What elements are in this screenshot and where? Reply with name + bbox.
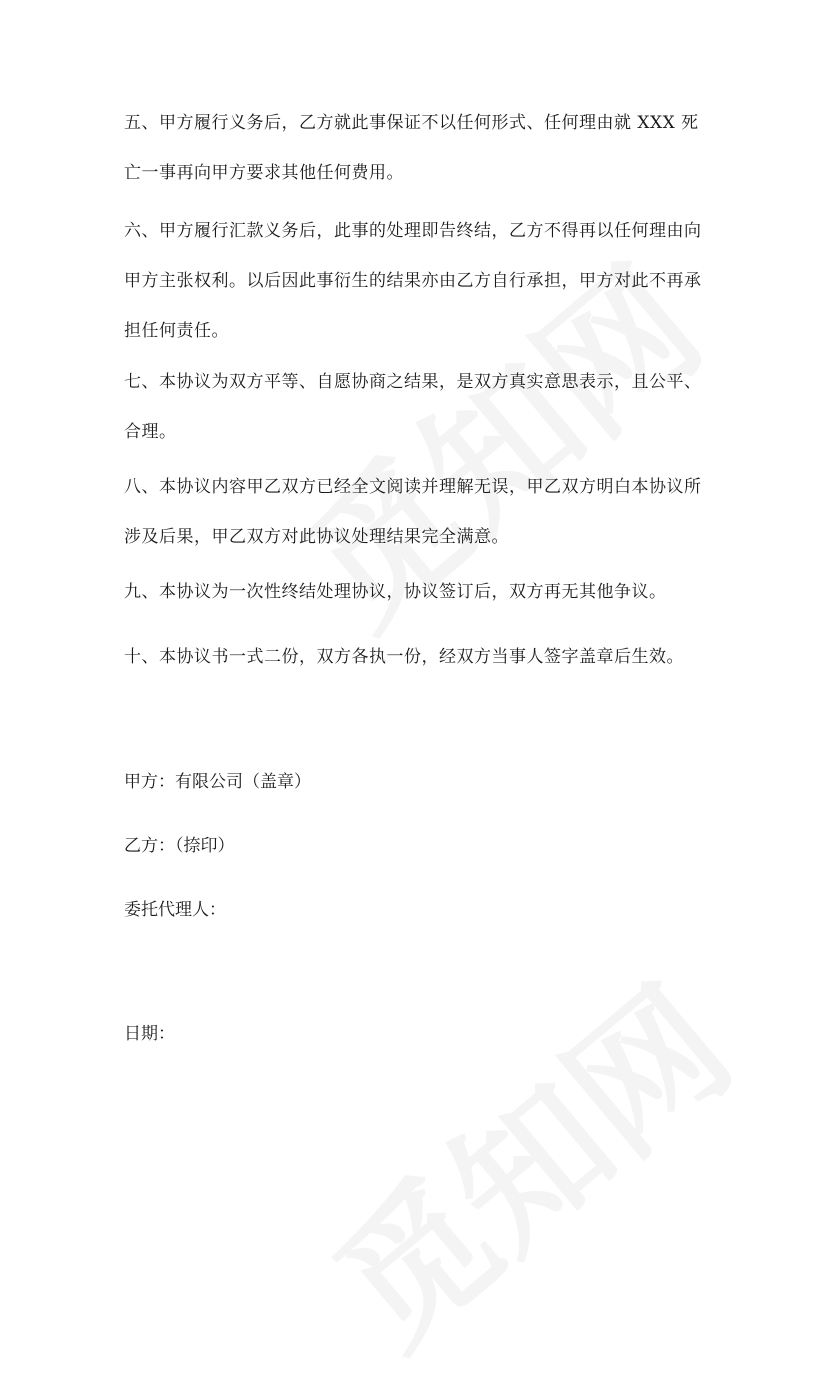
clause-9: 九、本协议为一次性终结处理协议，协议签订后，双方再无其他争议。 bbox=[124, 582, 667, 602]
party-a-signature: 甲方：有限公司（盖章） bbox=[124, 772, 311, 792]
agent-signature: 委托代理人： bbox=[124, 900, 226, 920]
party-b-signature: 乙方：（捺印） bbox=[124, 836, 235, 856]
date-field: 日期： bbox=[124, 1024, 175, 1044]
clause-6: 六、甲方履行汇款义务后，此事的处理即告终结，乙方不得再以任何理由向甲方主张权利。以后因此事衍生的结果亦由乙方自行承担，甲方对此不再承担任何责任。 bbox=[124, 221, 702, 341]
clause-10: 十、本协议书一式二份，双方各执一份，经双方当事人签字盖章后生效。 bbox=[124, 647, 684, 667]
clause-5: 五、甲方履行义务后，乙方就此事保证不以任何形式、任何理由就 XXX 死亡一事再向甲方要求其他任何费用。 bbox=[124, 113, 699, 183]
clause-8: 八、本协议内容甲乙双方已经全文阅读并理解无误，甲乙双方明白本协议所涉及后果，甲乙双方对此协议处理结果完全满意。 bbox=[124, 477, 702, 547]
watermark-bottom bbox=[283, 931, 767, 1385]
clause-7: 七、本协议为双方平等、自愿协商之结果，是双方真实意思表示，且公平、合理。 bbox=[124, 372, 702, 442]
